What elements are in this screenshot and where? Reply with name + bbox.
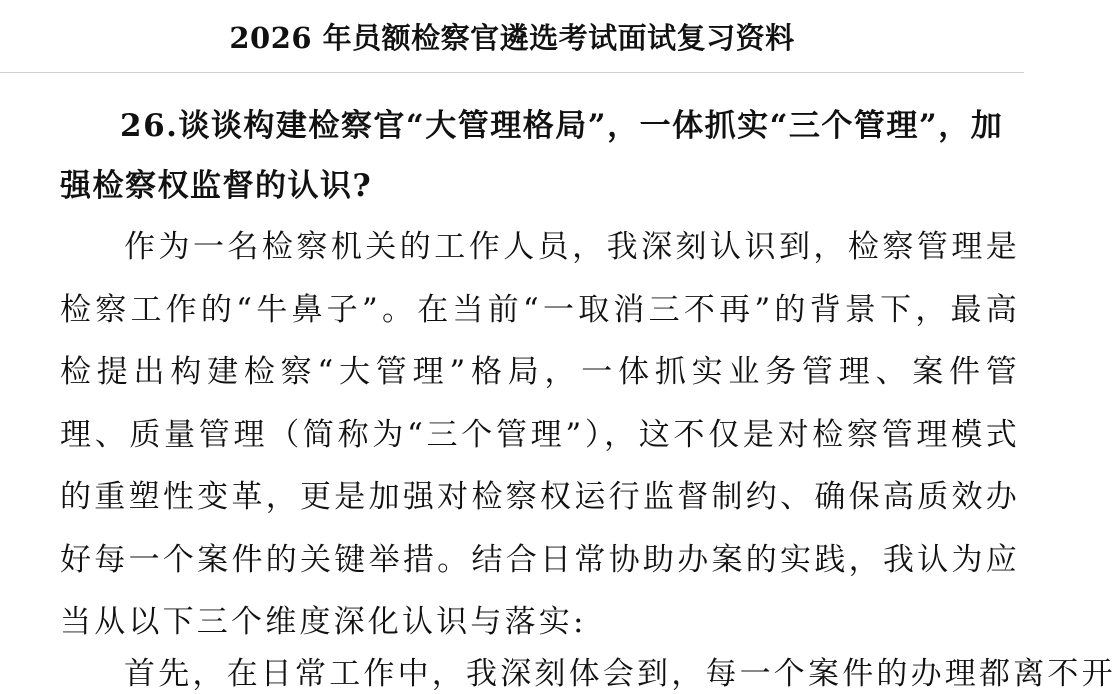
question-heading: 26.谈谈构建检察官“大管理格局”，一体抓实“三个管理”，加强检察权监督的认识?: [60, 108, 1004, 204]
answer-paragraph: 作为一名检察机关的工作人员，我深刻认识到，检察管理是检察工作的“牛鼻子”。在当前“一取消三不再”的背景下，最高检提出构建检察“大管理”格局，一体抓实业务管理、案件管理、质量管理（简称为“三个管理”），这不仅是对检察管理模式的重塑性变革，更是加强对检察权运行监督制约、确保高质效办好每一个案件的关键举措。结合日常协助办案的实践，我认为应当从以下三个维度深化认识与落实:: [60, 229, 1020, 640]
next-paragraph-cutoff: 首先，在日常工作中，我深刻体会到，每一个案件的办理都离不开: [124, 656, 1116, 692]
document-header-title: 2026 年员额检察官遴选考试面试复习资料: [229, 21, 795, 55]
header-divider: [0, 72, 1024, 73]
